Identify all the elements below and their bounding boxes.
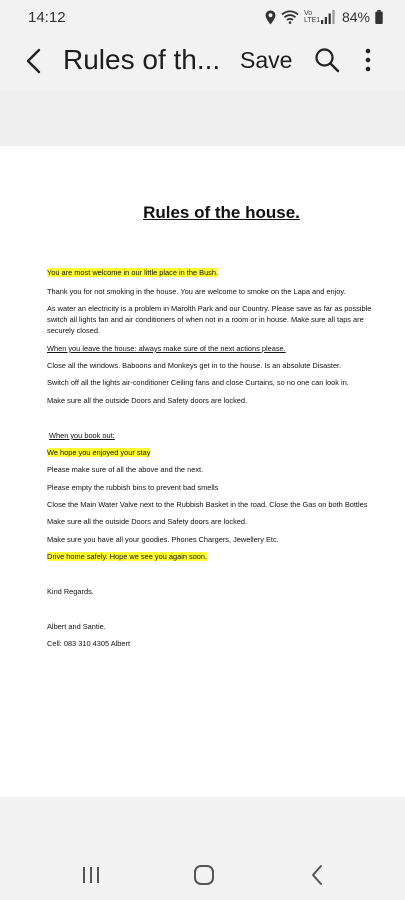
doc-line: Please make sure of all the above and the next. [47,465,204,474]
doc-line [49,431,399,442]
doc-line: Close the Main Water Valve next to the Rubbish Basket in the road. Close the Gas on both Bottles [47,500,368,509]
nav-back-icon[interactable] [308,863,326,887]
wifi-icon [281,10,299,24]
doc-line: As water an electricity is a problem in Marolth Park and our Country. Please save as far as possible [47,304,372,313]
highlighted-text: We hope you enjoyed your stay [47,448,151,457]
highlighted-text: You are most welcome in our little place in the Bush. [47,268,219,277]
battery-icon [375,10,383,24]
doc-line: switch all lights fan and air conditioners of when not in a room or in house. Make sure all taps are [47,315,364,324]
battery-percent: 84% [341,9,370,25]
save-button[interactable]: Save [240,47,293,73]
doc-line: Please empty the rubbish bins to prevent bad smells [47,483,219,492]
status-icons [265,7,383,27]
search-icon[interactable] [313,46,341,74]
network-label: Vo LTE1 [303,10,321,24]
home-icon[interactable] [192,863,216,887]
back-arrow-icon[interactable] [20,46,50,76]
app-bar [0,36,405,90]
doc-line [47,552,397,563]
doc-line [47,448,397,459]
doc-line: Close all the windows. Baboons and Monkeys get in to the house. Is an absolute Disaster. [47,361,342,370]
doc-line: Thank you for not smoking in the house. You are welcome to smoke on the Lapa and enjoy. [47,287,346,296]
recent-apps-icon[interactable] [80,864,102,886]
doc-line: Switch off all the lights air-conditioner Ceiling fans and close Curtains, so no one can look in. [47,378,349,387]
location-icon [265,10,276,25]
status-bar [0,0,405,36]
doc-line: Make sure you have all your goodies. Phones Chargers, Jewellery Etc. [47,535,279,544]
doc-line: Make sure all the outside Doors and Safety doors are locked. [47,517,248,526]
highlighted-text: Drive home safely. Hope we see you again soon. [47,552,208,561]
doc-line: Cell: 083 310 4305 Albert [47,639,130,648]
document-page [0,146,405,797]
underlined-text: When you book out: [49,431,115,440]
doc-line [47,268,397,279]
doc-line: Make sure all the outside Doors and Safety doors are locked. [47,396,248,405]
document-heading: Rules of the house. [143,203,300,222]
doc-line: Kind Regards. [47,587,94,596]
doc-line [47,344,397,355]
signal-icon [321,10,335,24]
document-title: Rules of th... [63,44,221,75]
doc-line: securely closed. [47,326,100,335]
status-time: 14:12 [28,9,66,26]
doc-line: Albert and Santie. [47,622,106,631]
page-gap [0,90,405,146]
navigation-bar [0,797,405,900]
underlined-text: When you leave the house: always make sure of the next actions please. [47,344,286,353]
more-vert-icon[interactable] [356,46,380,74]
